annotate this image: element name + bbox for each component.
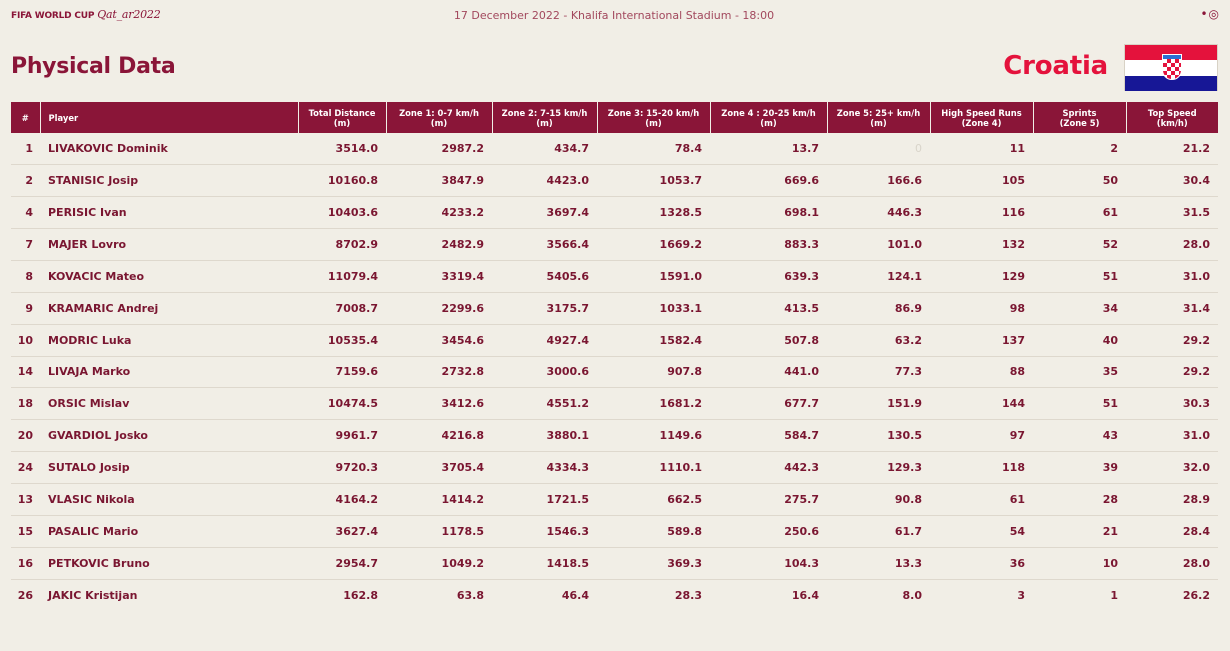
table-row [11, 388, 1218, 420]
zone5-distance: 77.3 [827, 356, 930, 388]
total-distance: 8702.9 [298, 229, 386, 261]
zone4-distance: 413.5 [710, 292, 827, 324]
table-row [11, 579, 1218, 611]
header-top-speed: Top Speed (km/h) [1126, 102, 1218, 133]
top-speed: 28.9 [1126, 483, 1218, 515]
zone3-distance: 78.4 [597, 133, 710, 165]
sprints: 61 [1033, 197, 1126, 229]
team-name: Croatia [1003, 51, 1108, 81]
sprints: 40 [1033, 324, 1126, 356]
player-number: 20 [11, 420, 40, 452]
player-name: ORSIC Mislav [40, 388, 298, 420]
sprints: 2 [1033, 133, 1126, 165]
physical-data-table [11, 102, 1218, 611]
table-row [11, 356, 1218, 388]
zone2-distance: 4551.2 [492, 388, 597, 420]
sprints: 1 [1110, 588, 1118, 602]
zone3-distance: 1033.1 [597, 292, 710, 324]
player-name: LIVAKOVIC Dominik [40, 133, 298, 165]
zone5-distance: 151.9 [827, 388, 930, 420]
top-speed: 28.0 [1126, 547, 1218, 579]
zone5-distance: 61.7 [827, 515, 930, 547]
zone5-distance: 166.6 [827, 165, 930, 197]
total-distance: 10403.6 [298, 197, 386, 229]
table-header-row [11, 102, 1218, 133]
total-distance: 10160.8 [298, 165, 386, 197]
player-number: 7 [11, 229, 40, 261]
zone4-distance: 13.7 [710, 133, 827, 165]
total-distance: 7159.6 [298, 356, 386, 388]
zone2-distance: 3000.6 [492, 356, 597, 388]
total-distance: 3627.4 [298, 515, 386, 547]
high-speed-runs: 61 [930, 483, 1033, 515]
table-row [11, 515, 1218, 547]
sprints: 28 [1033, 483, 1126, 515]
zone1-distance: 1178.5 [386, 515, 492, 547]
player-name: KRAMARIC Andrej [40, 292, 298, 324]
table-row [11, 229, 1218, 261]
zone1-distance: 2732.8 [386, 356, 492, 388]
player-name: PASALIC Mario [40, 515, 298, 547]
zone4-distance: 669.6 [710, 165, 827, 197]
zone3-distance: 28.3 [674, 588, 702, 602]
zone4-distance: 275.7 [710, 483, 827, 515]
player-name: PERISIC Ivan [40, 197, 298, 229]
zone3-distance: 1681.2 [597, 388, 710, 420]
coat-of-arms-icon [1162, 54, 1182, 80]
total-distance: 9720.3 [298, 452, 386, 484]
player-name: LIVAJA Marko [40, 356, 298, 388]
zone2-distance: 4334.3 [492, 452, 597, 484]
table-row [11, 452, 1218, 484]
player-number: 26 [17, 588, 33, 602]
high-speed-runs: 129 [930, 260, 1033, 292]
zone1-distance: 2482.9 [386, 229, 492, 261]
zone5-distance: 8.0 [902, 588, 922, 602]
table-row [11, 483, 1218, 515]
top-speed: 30.3 [1126, 388, 1218, 420]
zone2-distance: 5405.6 [492, 260, 597, 292]
player-number: 1 [11, 133, 40, 165]
zone1-distance: 4216.8 [386, 420, 492, 452]
zone2-distance: 3175.7 [492, 292, 597, 324]
zone2-distance: 4927.4 [492, 324, 597, 356]
header-high-speed-runs: High Speed Runs (Zone 4) [930, 102, 1033, 133]
table-row [11, 292, 1218, 324]
total-distance: 9961.7 [298, 420, 386, 452]
zone5-distance: 124.1 [827, 260, 930, 292]
zone4-distance: 250.6 [710, 515, 827, 547]
zone5-distance: 129.3 [827, 452, 930, 484]
high-speed-runs: 3 [1017, 588, 1025, 602]
zone1-distance: 3412.6 [386, 388, 492, 420]
zone1-distance: 2987.2 [386, 133, 492, 165]
top-speed: 26.2 [1182, 588, 1210, 602]
zone4-distance: 507.8 [710, 324, 827, 356]
zone1-distance: 3319.4 [386, 260, 492, 292]
zone3-distance: 1591.0 [597, 260, 710, 292]
zone2-distance: 46.4 [561, 588, 589, 602]
zone3-distance: 907.8 [597, 356, 710, 388]
header-zone5: Zone 5: 25+ km/h (m) [827, 102, 930, 133]
zone1-distance: 63.8 [456, 588, 484, 602]
player-name: GVARDIOL Josko [40, 420, 298, 452]
total-distance: 10535.4 [298, 324, 386, 356]
player-name: STANISIC Josip [40, 165, 298, 197]
zone2-distance: 4423.0 [492, 165, 597, 197]
player-number: 2 [11, 165, 40, 197]
top-speed: 21.2 [1126, 133, 1218, 165]
zone4-distance: 584.7 [710, 420, 827, 452]
zone3-distance: 662.5 [597, 483, 710, 515]
zone4-distance: 104.3 [710, 547, 827, 579]
croatia-flag-icon [1124, 44, 1218, 91]
zone3-distance: 1053.7 [597, 165, 710, 197]
zone4-distance: 883.3 [710, 229, 827, 261]
player-number: 16 [11, 547, 40, 579]
top-speed: 28.0 [1126, 229, 1218, 261]
zone4-distance: 698.1 [710, 197, 827, 229]
trophy-emblem-icon: •◎ [1200, 7, 1220, 21]
player-number: 8 [11, 260, 40, 292]
top-bar [0, 0, 1230, 30]
player-number: 15 [11, 515, 40, 547]
zone4-distance: 441.0 [710, 356, 827, 388]
high-speed-runs: 11 [930, 133, 1033, 165]
zone1-distance: 3454.6 [386, 324, 492, 356]
header-number: # [11, 102, 40, 133]
brand-main: FIFA WORLD CUP [11, 11, 95, 21]
high-speed-runs: 54 [930, 515, 1033, 547]
zone3-distance: 589.8 [597, 515, 710, 547]
zone5-distance: 13.3 [827, 547, 930, 579]
table-row [11, 547, 1218, 579]
top-speed: 31.5 [1126, 197, 1218, 229]
zone5-distance: 101.0 [827, 229, 930, 261]
player-name: VLASIC Nikola [40, 483, 298, 515]
high-speed-runs: 97 [930, 420, 1033, 452]
top-speed: 29.2 [1126, 324, 1218, 356]
table-row [11, 420, 1218, 452]
total-distance: 4164.2 [298, 483, 386, 515]
table-row [11, 133, 1218, 165]
high-speed-runs: 118 [930, 452, 1033, 484]
zone1-distance: 3847.9 [386, 165, 492, 197]
high-speed-runs: 105 [930, 165, 1033, 197]
header-zone4: Zone 4 : 20-25 km/h (m) [710, 102, 827, 133]
top-speed: 32.0 [1126, 452, 1218, 484]
zone4-distance: 442.3 [710, 452, 827, 484]
zone2-distance: 1418.5 [492, 547, 597, 579]
zone1-distance: 1414.2 [386, 483, 492, 515]
zone2-distance: 1546.3 [492, 515, 597, 547]
high-speed-runs: 116 [930, 197, 1033, 229]
total-distance: 162.8 [343, 588, 378, 602]
player-name: SUTALO Josip [40, 452, 298, 484]
zone3-distance: 1669.2 [597, 229, 710, 261]
player-number: 10 [11, 324, 40, 356]
zone2-distance: 3566.4 [492, 229, 597, 261]
total-distance: 7008.7 [298, 292, 386, 324]
header-sprints: Sprints (Zone 5) [1033, 102, 1126, 133]
high-speed-runs: 36 [930, 547, 1033, 579]
top-speed: 30.4 [1126, 165, 1218, 197]
high-speed-runs: 132 [930, 229, 1033, 261]
zone5-distance: 86.9 [827, 292, 930, 324]
table-body [11, 133, 1218, 611]
player-name: KOVACIC Mateo [40, 260, 298, 292]
zone5-distance: 63.2 [827, 324, 930, 356]
high-speed-runs: 137 [930, 324, 1033, 356]
player-name: PETKOVIC Bruno [40, 547, 298, 579]
high-speed-runs: 98 [930, 292, 1033, 324]
table-row [11, 165, 1218, 197]
brand-qatar: Qat_ar2022 [97, 8, 161, 21]
top-speed: 29.2 [1126, 356, 1218, 388]
zone3-distance: 1110.1 [597, 452, 710, 484]
zone4-distance: 16.4 [791, 588, 819, 602]
player-name: JAKIC Kristijan [48, 588, 138, 602]
zone3-distance: 1328.5 [597, 197, 710, 229]
match-info: 17 December 2022 - Khalifa International Stadium - 18:00 [453, 9, 775, 22]
zone4-distance: 639.3 [710, 260, 827, 292]
player-number: 9 [11, 292, 40, 324]
zone2-distance: 3880.1 [492, 420, 597, 452]
sprints: 35 [1033, 356, 1126, 388]
player-name: MODRIC Luka [40, 324, 298, 356]
zone3-distance: 369.3 [597, 547, 710, 579]
zone2-distance: 434.7 [492, 133, 597, 165]
zone5-distance: 130.5 [827, 420, 930, 452]
header-zone1: Zone 1: 0-7 km/h (m) [386, 102, 492, 133]
zone1-distance: 3705.4 [386, 452, 492, 484]
header-player: Player [40, 102, 298, 133]
sprints: 51 [1033, 260, 1126, 292]
total-distance: 11079.4 [298, 260, 386, 292]
total-distance: 10474.5 [298, 388, 386, 420]
zone3-distance: 1582.4 [597, 324, 710, 356]
sprints: 51 [1033, 388, 1126, 420]
header-zone3: Zone 3: 15-20 km/h (m) [597, 102, 710, 133]
table-row [11, 197, 1218, 229]
zone2-distance: 3697.4 [492, 197, 597, 229]
zone1-distance: 1049.2 [386, 547, 492, 579]
player-number: 4 [11, 197, 40, 229]
top-speed: 28.4 [1126, 515, 1218, 547]
sprints: 39 [1033, 452, 1126, 484]
header-total-distance: Total Distance (m) [298, 102, 386, 133]
zone1-distance: 4233.2 [386, 197, 492, 229]
header-zone2: Zone 2: 7-15 km/h (m) [492, 102, 597, 133]
high-speed-runs: 88 [930, 356, 1033, 388]
table-row [11, 324, 1218, 356]
sprints: 34 [1033, 292, 1126, 324]
player-number: 24 [11, 452, 40, 484]
sprints: 43 [1033, 420, 1126, 452]
zone3-distance: 1149.6 [597, 420, 710, 452]
total-distance: 3514.0 [298, 133, 386, 165]
zone5-distance: 0 [827, 133, 930, 165]
zone4-distance: 677.7 [710, 388, 827, 420]
high-speed-runs: 144 [930, 388, 1033, 420]
top-speed: 31.4 [1126, 292, 1218, 324]
sprints: 21 [1033, 515, 1126, 547]
top-speed: 31.0 [1126, 420, 1218, 452]
sprints: 50 [1033, 165, 1126, 197]
zone5-distance: 446.3 [827, 197, 930, 229]
sprints: 52 [1033, 229, 1126, 261]
table-row [11, 260, 1218, 292]
player-name: MAJER Lovro [40, 229, 298, 261]
zone1-distance: 2299.6 [386, 292, 492, 324]
zone5-distance: 90.8 [827, 483, 930, 515]
player-number: 14 [11, 356, 40, 388]
top-speed: 31.0 [1126, 260, 1218, 292]
page-title: Physical Data [11, 54, 176, 79]
sprints: 10 [1033, 547, 1126, 579]
zone2-distance: 1721.5 [492, 483, 597, 515]
player-number: 13 [11, 483, 40, 515]
total-distance: 2954.7 [298, 547, 386, 579]
player-number: 18 [11, 388, 40, 420]
